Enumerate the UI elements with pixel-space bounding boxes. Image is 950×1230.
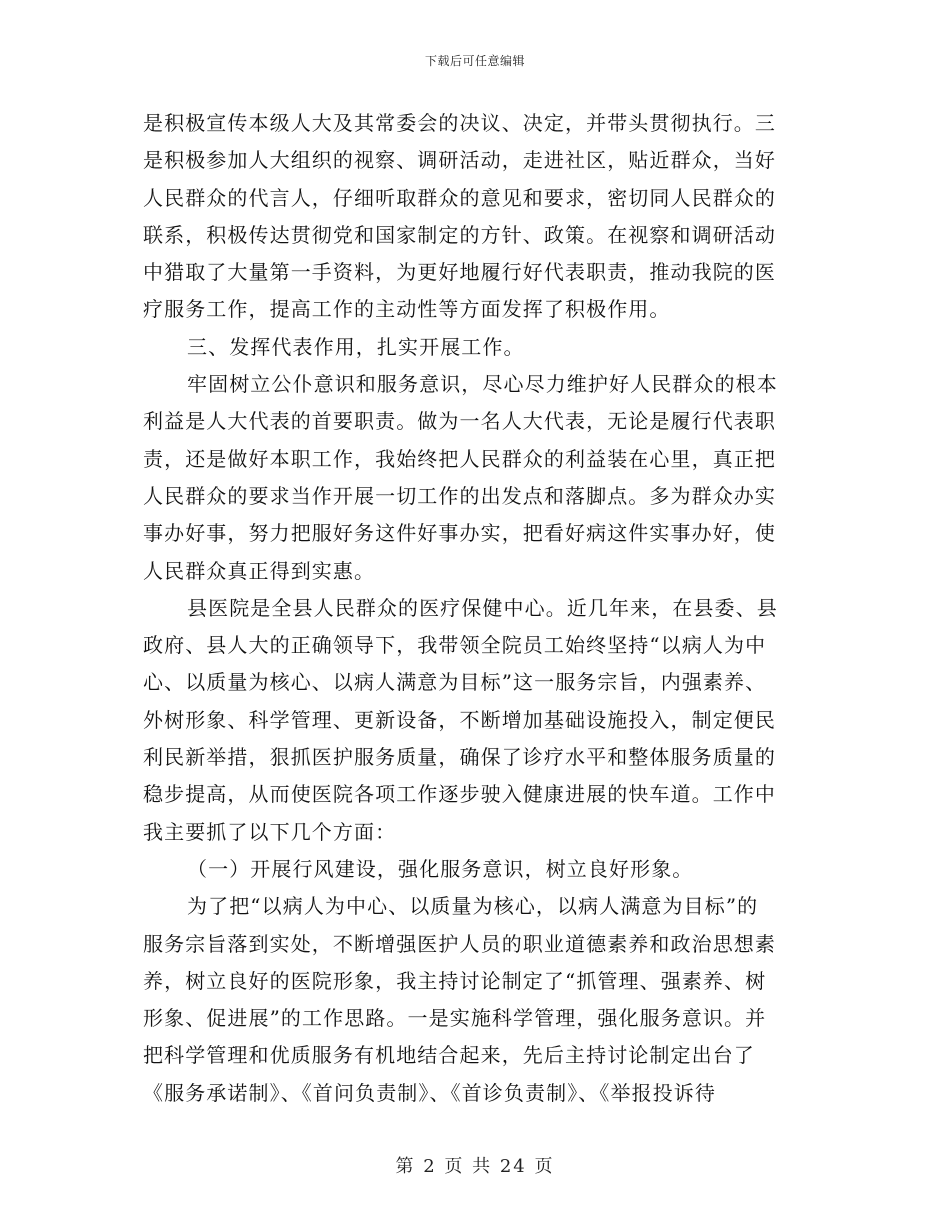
section-heading: 三、发挥代表作用，扎实开展工作。: [187, 334, 525, 359]
paragraph-start: 为了把“以病人为中心、以质量为核心，以病人满意为目标”的: [187, 894, 759, 919]
text-line: 服务宗旨落到实处，不断增强医护人员的职业道德素养和政治思想素: [143, 931, 776, 956]
body-text: [143, 105, 803, 1112]
text-line: 是积极宣传本级人大及其常委会的决议、决定，并带头贯彻执行。三: [143, 111, 776, 135]
page-number-footer: 第 2 页 共 24 页: [395, 1156, 555, 1177]
text-line: 养，树立良好的医院形象，我主持讨论制定了“抓管理、强素养、树: [143, 968, 767, 993]
text-line: 把科学管理和优质服务有机地结合起来，先后主持讨论制定出台了: [143, 1043, 755, 1068]
paragraph-start: 牢固树立公仆意识和服务意识，尽心尽力维护好人民群众的根本: [187, 372, 778, 397]
text-line: 人民群众的要求当作开展一切工作的出发点和落脚点。多为群众办实: [143, 483, 776, 508]
text-line: 外树形象、科学管理、更新设备，不断增加基础设施投入，制定便民: [143, 707, 776, 732]
text-line: 我主要抓了以下几个方面：: [143, 819, 397, 844]
text-line: 《服务承诺制》、《首问负责制》、《首诊负责制》、《举报投诉待: [143, 1080, 716, 1105]
text-line: 人民群众真正得到实惠。: [143, 558, 376, 583]
text-line: 联系，积极传达贯彻党和国家制定的方针、政策。在视察和调研活动: [143, 222, 776, 247]
text-line: 疗服务工作，提高工作的主动性等方面发挥了积极作用。: [143, 297, 671, 322]
text-line: 形象、促进展”的工作思路。一是实施科学管理，强化服务意识。并: [143, 1006, 767, 1031]
text-line: 中猎取了大量第一手资料，为更好地履行好代表职责，推动我院的医: [143, 260, 776, 285]
text-line: 利益是人大代表的首要职责。做为一名人大代表，无论是履行代表职: [143, 409, 776, 434]
text-line: 人民群众的代言人，仔细听取群众的意见和要求，密切同人民群众的: [143, 185, 776, 210]
paragraph-start: 县医院是全县人民群众的医疗保健中心。近几年来，在县委、县: [187, 595, 778, 620]
text-line: 责，还是做好本职工作，我始终把人民群众的利益装在心里，真正把: [143, 446, 776, 471]
text-line: 是积极参加人大组织的视察、调研活动，走进社区，贴近群众，当好: [143, 148, 776, 173]
text-line: 稳步提高，从而使医院各项工作逐步驶入健康进展的快车道。工作中: [143, 782, 776, 807]
text-line: 利民新举措，狠抓医护服务质量，确保了诊疗水平和整体服务质量的: [143, 745, 776, 770]
page-header: 下载后可任意编辑: [424, 54, 525, 68]
text-line: 政府、县人大的正确领导下，我带领全院员工始终坚持“以病人为中: [143, 633, 767, 658]
subsection-heading: （一）开展行风建设，强化服务意识，树立良好形象。: [187, 856, 694, 881]
text-line: 心、以质量为核心、以病人满意为目标”这一服务宗旨，内强素养、: [143, 670, 767, 695]
text-line: 事办好事，努力把服好务这件好事办实，把看好病这件实事办好，使: [143, 521, 776, 546]
